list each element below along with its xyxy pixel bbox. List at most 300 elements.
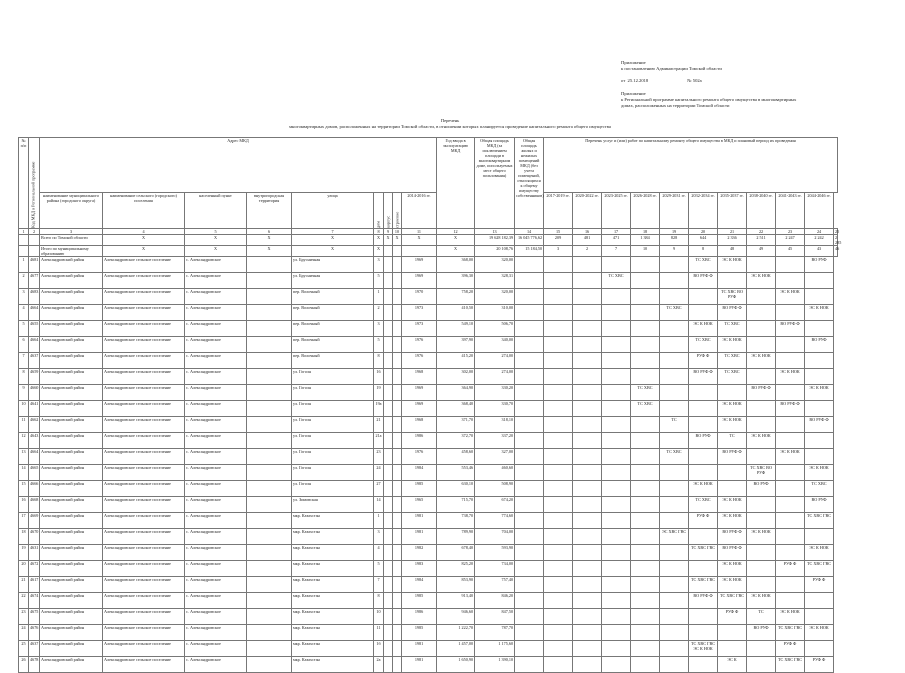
building	[384, 305, 393, 321]
district: Александровский район	[40, 433, 103, 449]
service-cell	[602, 577, 631, 593]
service-cell	[544, 545, 573, 561]
structure	[393, 257, 402, 273]
area-total: 853,90	[437, 577, 475, 593]
service-cell: ТС	[747, 609, 776, 625]
col-header-building: корпус	[384, 193, 393, 229]
service-cell	[573, 385, 602, 401]
service-cell: ТС ХВС ГВС	[776, 657, 805, 673]
building	[384, 561, 393, 577]
area-living: 1 390,10	[475, 657, 515, 673]
service-cell	[544, 577, 573, 593]
column-number: 14	[515, 229, 544, 235]
area-living: 787,70	[475, 625, 515, 641]
structure	[393, 385, 402, 401]
header-line: Приложение	[621, 60, 646, 65]
settlement: Александровское сельское поселение	[103, 641, 185, 657]
settlement: Александровское сельское поселение	[103, 385, 185, 401]
service-cell	[747, 561, 776, 577]
service-cell	[631, 273, 660, 289]
summary-label: Всего по Томской области	[40, 235, 103, 246]
year-built: 1981	[402, 657, 437, 673]
table-row	[19, 385, 838, 401]
street: пер. Волочный	[292, 305, 374, 321]
row-number: 1	[19, 257, 29, 273]
service-cell: ВО РУФ Ф	[689, 369, 718, 385]
mkd-id: 4677	[29, 273, 40, 289]
service-cell: ЭС К НОК	[776, 369, 805, 385]
service-cell: ТС ХВС	[805, 481, 834, 497]
service-cell	[660, 433, 689, 449]
house-number: 10	[374, 609, 384, 625]
service-cell	[776, 417, 805, 433]
street: ул. Гоголя	[292, 401, 374, 417]
intracity	[247, 625, 292, 641]
street: мкр. Казахстан	[292, 561, 374, 577]
settlement: Александровское сельское поселение	[103, 449, 185, 465]
street: ул. Брусничная	[292, 257, 374, 273]
service-cell: ВО РУФ	[805, 337, 834, 353]
service-cell	[573, 577, 602, 593]
table-row	[19, 401, 838, 417]
intracity	[247, 545, 292, 561]
summary-mark: X	[374, 246, 384, 257]
structure	[393, 353, 402, 369]
intracity	[247, 401, 292, 417]
building	[384, 449, 393, 465]
district: Александровский район	[40, 625, 103, 641]
service-cell	[631, 577, 660, 593]
service-cell: ТС ХВС	[689, 337, 718, 353]
service-cell	[544, 289, 573, 305]
service-cell: ТС ХВС	[689, 257, 718, 273]
service-cell	[602, 481, 631, 497]
building	[384, 321, 393, 337]
summary-period-count: 2 247	[776, 235, 805, 246]
table-row	[19, 481, 838, 497]
service-cell	[660, 513, 689, 529]
service-cell	[515, 513, 544, 529]
mkd-id: 4664	[29, 449, 40, 465]
service-cell	[747, 577, 776, 593]
title-line-2: многоквартирных домов, расположенных на территории Томской области, в отношении которых планируется проведение капитального ремонта общего имущества	[289, 124, 611, 129]
area-total: 368,00	[437, 257, 475, 273]
locality: с. Александровское	[185, 641, 247, 657]
service-cell: ВО РУФ Ф	[718, 529, 747, 545]
service-cell	[718, 625, 747, 641]
district: Александровский район	[40, 289, 103, 305]
building	[384, 609, 393, 625]
area-living: 340,00	[475, 337, 515, 353]
col-header-period: 2014-2016 гг.	[402, 193, 437, 229]
service-cell	[631, 289, 660, 305]
mkd-id: 4637	[29, 641, 40, 657]
service-cell	[660, 369, 689, 385]
settlement: Александровское сельское поселение	[103, 257, 185, 273]
service-cell	[544, 417, 573, 433]
service-cell	[805, 353, 834, 369]
service-cell	[631, 369, 660, 385]
year-built: 1984	[402, 577, 437, 593]
column-number: 24	[805, 229, 834, 235]
structure	[393, 609, 402, 625]
mkd-id: 4676	[29, 625, 40, 641]
service-cell: ЭС К НОК	[805, 625, 834, 641]
building	[384, 353, 393, 369]
mkd-id: 4668	[29, 497, 40, 513]
service-cell: ТС ХВС	[718, 321, 747, 337]
table-row	[19, 417, 838, 433]
service-cell	[573, 417, 602, 433]
street: мкр. Казахстан	[292, 529, 374, 545]
summary-period-count: 46	[834, 246, 838, 257]
table-row	[19, 641, 838, 657]
row-number: 23	[19, 609, 29, 625]
service-cell: ЭС ХВС ГВС	[660, 529, 689, 545]
structure	[393, 289, 402, 305]
service-cell: ЭС К НОК	[747, 433, 776, 449]
row-number: 11	[19, 417, 29, 433]
service-cell	[689, 449, 718, 465]
service-cell	[573, 353, 602, 369]
service-cell: ТС ХВС ГВС ЭС К НОК	[689, 641, 718, 657]
district: Александровский район	[40, 321, 103, 337]
district: Александровский район	[40, 465, 103, 481]
service-cell	[718, 641, 747, 657]
service-cell	[573, 545, 602, 561]
col-header-period: 2035-2037 гг.	[718, 193, 747, 229]
service-cell: ТС ХВС	[660, 449, 689, 465]
column-number: 18	[631, 229, 660, 235]
intracity	[247, 561, 292, 577]
area-living: 328,31	[475, 273, 515, 289]
district: Александровский район	[40, 257, 103, 273]
street: ул. Гоголя	[292, 417, 374, 433]
service-cell: ВО РУФ Ф	[776, 401, 805, 417]
structure	[393, 273, 402, 289]
area-total: 946,60	[437, 609, 475, 625]
mkd-id: 4641	[29, 401, 40, 417]
building	[384, 337, 393, 353]
service-cell	[660, 465, 689, 481]
building	[384, 417, 393, 433]
year-built: 1984	[402, 465, 437, 481]
district: Александровский район	[40, 513, 103, 529]
house-number: 11	[374, 625, 384, 641]
row-number: 17	[19, 513, 29, 529]
service-cell	[573, 625, 602, 641]
service-cell: ЭС К НОК	[776, 609, 805, 625]
area-total: 678,40	[437, 545, 475, 561]
service-cell: РУФ Ф	[805, 657, 834, 673]
summary-mark: X	[437, 235, 475, 246]
row-number: 3	[19, 289, 29, 305]
col-header-period: 2026-2028 гг.	[631, 193, 660, 229]
row-number: 10	[19, 401, 29, 417]
locality: с. Александровское	[185, 257, 247, 273]
column-number: 17	[602, 229, 631, 235]
service-cell: ВО РУФ Ф	[718, 449, 747, 465]
locality: с. Александровское	[185, 273, 247, 289]
building	[384, 641, 393, 657]
service-cell	[776, 481, 805, 497]
service-cell: ЭС К НОК	[776, 289, 805, 305]
intracity	[247, 337, 292, 353]
col-header-num: № п/п	[19, 138, 29, 229]
structure	[393, 641, 402, 657]
summary-mark: X	[384, 235, 393, 246]
locality: с. Александровское	[185, 337, 247, 353]
column-number: 12	[437, 229, 475, 235]
mkd-id: 4617	[29, 577, 40, 593]
structure	[393, 337, 402, 353]
service-cell	[515, 593, 544, 609]
street: ул. Гоголя	[292, 481, 374, 497]
header-row	[19, 193, 838, 229]
area-living: 734,00	[475, 561, 515, 577]
summary-mark: X	[292, 246, 374, 257]
house-number: 27	[374, 481, 384, 497]
service-cell: РУФ Ф	[689, 353, 718, 369]
area-living: 757,40	[475, 577, 515, 593]
service-cell	[544, 273, 573, 289]
service-cell	[602, 529, 631, 545]
year-built: 1976	[402, 353, 437, 369]
area-living: 1 175,60	[475, 641, 515, 657]
table-row	[19, 289, 838, 305]
district: Александровский район	[40, 593, 103, 609]
year-built: 1986	[402, 609, 437, 625]
service-cell	[660, 577, 689, 593]
structure	[393, 513, 402, 529]
table-row	[19, 369, 838, 385]
service-cell	[776, 593, 805, 609]
column-number: 23	[776, 229, 805, 235]
column-number: 7	[292, 229, 374, 235]
mkd-id: 4659	[29, 369, 40, 385]
service-cell: ТС ХВС	[689, 497, 718, 513]
service-cell	[776, 529, 805, 545]
service-cell: ЭС К НОК	[776, 449, 805, 465]
intracity	[247, 289, 292, 305]
service-cell	[602, 465, 631, 481]
street: мкр. Казахстан	[292, 593, 374, 609]
table-row	[19, 657, 838, 673]
service-cell	[544, 257, 573, 273]
service-cell: ЭС К	[718, 657, 747, 673]
district: Александровский район	[40, 481, 103, 497]
table-row	[19, 353, 838, 369]
area-living: 320,00	[475, 257, 515, 273]
service-cell	[573, 593, 602, 609]
service-cell	[776, 433, 805, 449]
service-cell	[602, 401, 631, 417]
house-number: 2а	[374, 657, 384, 673]
service-cell	[631, 561, 660, 577]
summary-period-count: 2 242	[805, 235, 834, 246]
service-cell	[602, 353, 631, 369]
area-living: 508,90	[475, 481, 515, 497]
settlement: Александровское сельское поселение	[103, 513, 185, 529]
summary-period-count: 828	[660, 235, 689, 246]
service-cell: ЭС К НОК	[747, 593, 776, 609]
col-header-year: Год ввода в эксплуатацию МКД	[437, 138, 475, 229]
service-cell	[573, 657, 602, 673]
service-cell	[602, 417, 631, 433]
service-cell: ТС ХВС ВО РУФ	[718, 289, 747, 305]
col-header-mkd-id: Код МКД в Региональной программе	[29, 138, 40, 229]
service-cell	[747, 545, 776, 561]
service-cell: ВО РУФ	[689, 433, 718, 449]
settlement: Александровское сельское поселение	[103, 545, 185, 561]
summary-period-count: 7	[602, 246, 631, 257]
area-total: 1 457,00	[437, 641, 475, 657]
service-cell	[689, 657, 718, 673]
street: мкр. Казахстан	[292, 625, 374, 641]
row-number: 8	[19, 369, 29, 385]
service-cell	[689, 289, 718, 305]
service-cell	[544, 513, 573, 529]
summary-period-count: 43	[805, 246, 834, 257]
service-cell: ЭС К НОК	[718, 401, 747, 417]
service-cell	[660, 401, 689, 417]
service-cell	[602, 385, 631, 401]
locality: с. Александровское	[185, 417, 247, 433]
locality: с. Александровское	[185, 321, 247, 337]
service-cell: ТС ХВС ГВС	[718, 593, 747, 609]
settlement: Александровское сельское поселение	[103, 561, 185, 577]
locality: с. Александровское	[185, 529, 247, 545]
service-cell: ЭС К НОК	[747, 273, 776, 289]
service-cell	[718, 273, 747, 289]
table-row	[19, 529, 838, 545]
building	[384, 465, 393, 481]
col-header-period: 2041-2043 гг.	[776, 193, 805, 229]
col-header-period: 2029-2031 гг.	[660, 193, 689, 229]
table-row	[19, 545, 838, 561]
area-total: 396,30	[437, 273, 475, 289]
street: мкр. Казахстан	[292, 513, 374, 529]
service-cell: ВО РУФ Ф	[689, 593, 718, 609]
service-cell	[776, 545, 805, 561]
service-cell	[776, 465, 805, 481]
settlement: Александровское сельское поселение	[103, 481, 185, 497]
row-number: 22	[19, 593, 29, 609]
mkd-id: 4631	[29, 545, 40, 561]
service-cell	[689, 465, 718, 481]
district: Александровский район	[40, 353, 103, 369]
district: Александровский район	[40, 561, 103, 577]
mkd-id: 4665	[29, 465, 40, 481]
area-living: 330,70	[475, 401, 515, 417]
service-cell	[631, 529, 660, 545]
area-living: 337,20	[475, 433, 515, 449]
service-cell	[515, 257, 544, 273]
service-cell	[515, 385, 544, 401]
service-cell: РУФ Ф	[689, 513, 718, 529]
settlement: Александровское сельское поселение	[103, 529, 185, 545]
house-number: 8	[374, 593, 384, 609]
service-cell	[631, 353, 660, 369]
service-cell	[689, 529, 718, 545]
service-cell	[660, 609, 689, 625]
service-cell	[602, 657, 631, 673]
row-number: 6	[19, 337, 29, 353]
service-cell	[631, 481, 660, 497]
summary-mark: X	[247, 246, 292, 257]
service-cell	[805, 401, 834, 417]
settlement: Александровское сельское поселение	[103, 625, 185, 641]
service-cell	[602, 257, 631, 273]
column-number: 11	[402, 229, 437, 235]
summary-area-living: 16 045 776,62	[515, 235, 544, 246]
service-cell	[544, 401, 573, 417]
col-header-locality: населенный пункт	[185, 193, 247, 229]
building	[384, 369, 393, 385]
service-cell	[573, 337, 602, 353]
service-cell	[660, 641, 689, 657]
header-line: от 25.12.2018 № 502а	[621, 78, 702, 84]
intracity	[247, 497, 292, 513]
district: Александровский район	[40, 657, 103, 673]
structure	[393, 401, 402, 417]
service-cell: ВО РУФ Ф	[805, 417, 834, 433]
house-number: 1	[374, 289, 384, 305]
area-living: 327,00	[475, 449, 515, 465]
service-cell	[544, 625, 573, 641]
service-cell	[660, 337, 689, 353]
service-cell	[602, 513, 631, 529]
service-cell	[544, 481, 573, 497]
street: ул. Зимовская	[292, 497, 374, 513]
service-cell	[631, 337, 660, 353]
service-cell	[515, 481, 544, 497]
service-cell	[602, 497, 631, 513]
service-cell	[776, 257, 805, 273]
row-number: 7	[19, 353, 29, 369]
house-number: 19	[374, 385, 384, 401]
service-cell: РУФ Ф	[776, 641, 805, 657]
service-cell	[747, 513, 776, 529]
mkd-id: 4664	[29, 337, 40, 353]
year-built: 1969	[402, 257, 437, 273]
summary-blank	[19, 246, 29, 257]
district: Александровский район	[40, 609, 103, 625]
street: мкр. Казахстан	[292, 641, 374, 657]
street: мкр. Казахстан	[292, 657, 374, 673]
service-cell	[660, 321, 689, 337]
district: Александровский район	[40, 545, 103, 561]
service-cell	[776, 513, 805, 529]
building	[384, 513, 393, 529]
locality: с. Александровское	[185, 561, 247, 577]
service-cell: РУФ Ф	[805, 577, 834, 593]
service-cell	[573, 609, 602, 625]
col-header-house: дом	[374, 193, 384, 229]
column-number: 5	[185, 229, 247, 235]
mkd-id: 4655	[29, 321, 40, 337]
service-cell	[515, 449, 544, 465]
service-cell	[805, 433, 834, 449]
structure	[393, 433, 402, 449]
year-built: 1983	[402, 561, 437, 577]
service-cell: ВО РУФ	[747, 625, 776, 641]
service-cell	[805, 529, 834, 545]
locality: с. Александровское	[185, 305, 247, 321]
title-line-1: Перечень	[440, 118, 460, 123]
document-title	[150, 118, 750, 130]
col-header-address: Адрес МКД	[40, 138, 437, 193]
